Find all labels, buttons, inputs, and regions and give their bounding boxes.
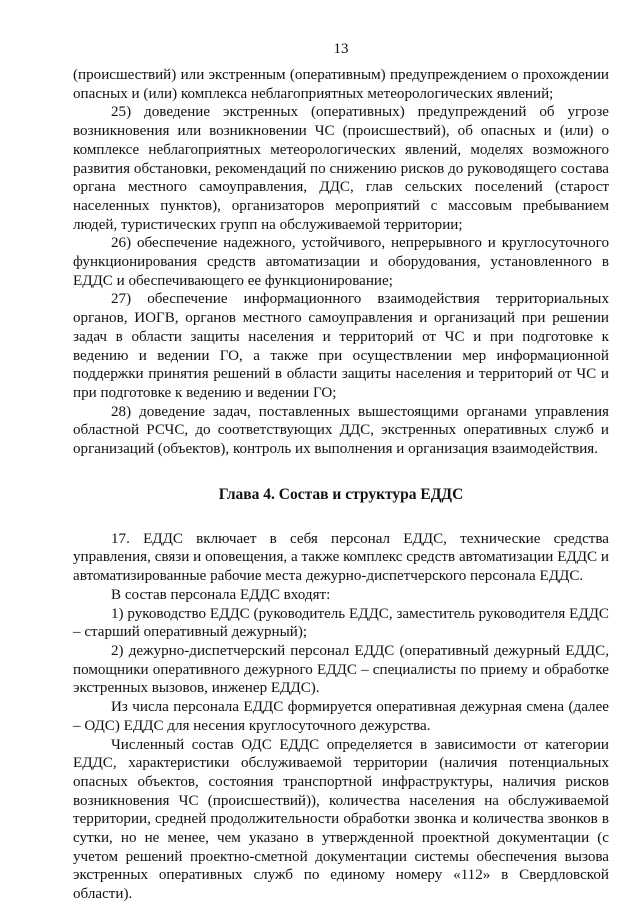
paragraph-ods: Из числа персонала ЕДДС формируется оперативная дежурная смена (далее – ОДС) ЕДДС для несения круглосуточного дежурства. bbox=[73, 699, 609, 734]
paragraph-staff-item-2: 2) дежурно-диспетчерский персонал ЕДДС (оперативный дежурный ЕДДС, помощники оперативного дежурного ЕДДС – специалисты по приему и обработке экстренных вызовов, инженер ЕДДС). bbox=[73, 642, 609, 697]
page-number: 13 bbox=[333, 41, 349, 57]
chapter-body bbox=[73, 530, 609, 904]
section-top bbox=[73, 66, 609, 459]
paragraph-staff-intro: В состав персонала ЕДДС входят: bbox=[111, 586, 331, 603]
paragraph-17: 17. ЕДДС включает в себя персонал ЕДДС, технические средства управления, связи и оповещения, а также комплекс средств автоматизации ЕДДС и автоматизированные рабочие места дежурно-диспетчерского персонала ЕДДС. bbox=[73, 530, 609, 585]
paragraph-staff-item-1: 1) руководство ЕДДС (руководитель ЕДДС, заместитель руководителя ЕДДС – старший оперативный дежурный); bbox=[73, 605, 609, 641]
paragraph-item-27: 27) обеспечение информационного взаимодействия территориальных органов, ИОГВ, органов местного самоуправления и организаций при решении задач в области защиты населения и территорий от ЧС и при подготовке к ведению и ведении ГО, а также при осуществлении мер информационной поддержки принятия решений в области защиты населения и территорий от ЧС и при подготовке к ведению и ведении ГО; bbox=[73, 291, 609, 401]
paragraph-item-28: 28) доведение задач, поставленных вышестоящими органами управления областной РСЧС, до соответствующих ДДС, экстренных оперативных служб и организаций (объектов), контроль их выполнения и организация взаимодействия. bbox=[73, 403, 609, 458]
paragraph-item-26: 26) обеспечение надежного, устойчивого, непрерывного и круглосуточного функционирования средств автоматизации и оборудования, установленного в ЕДДС и обеспечивающего ее функционирование; bbox=[73, 235, 609, 289]
paragraph-ods-size: Численный состав ОДС ЕДДС определяется в зависимости от категории ЕДДС, характеристики обслуживаемой территории (наличия потенциальных опасных объектов, состояния транспортной инфраструктуры, наличия рисков возникновения ЧС (происшествий)), количества населения на обслуживаемой территории, средней продолжительности обработки звонка и количества звонков в сутки, но не менее, чем указано в утвержденной проектной документации (с учетом решений проектно-сметной документации системы обеспечения вызова экстренных оперативных служб по единому номеру «112» в Свердловской области). bbox=[73, 736, 609, 903]
paragraph-item-25: 25) доведение экстренных (оперативных) предупреждений об угрозе возникновения или возникновении ЧС (происшествий), об опасных и (или) о комплексе неблагоприятных метеорологических явлений, моделях возможного развития обстановки, рекомендаций по снижению рисков до руководящего состава органа местного самоуправления, ДДС, глав сельских поселений (старост населенных пунктов), организаторов мероприятий с массовым пребыванием людей, туристических групп на обслуживаемой территории; bbox=[73, 104, 609, 233]
chapter-title: Глава 4. Состав и структура ЕДДС bbox=[218, 485, 464, 503]
document-page bbox=[73, 40, 609, 904]
paragraph-continuation: (происшествий) или экстренным (оперативным) предупреждением о прохождении опасных и (или) комплекса неблагоприятных метеорологических явлений; bbox=[73, 67, 609, 102]
